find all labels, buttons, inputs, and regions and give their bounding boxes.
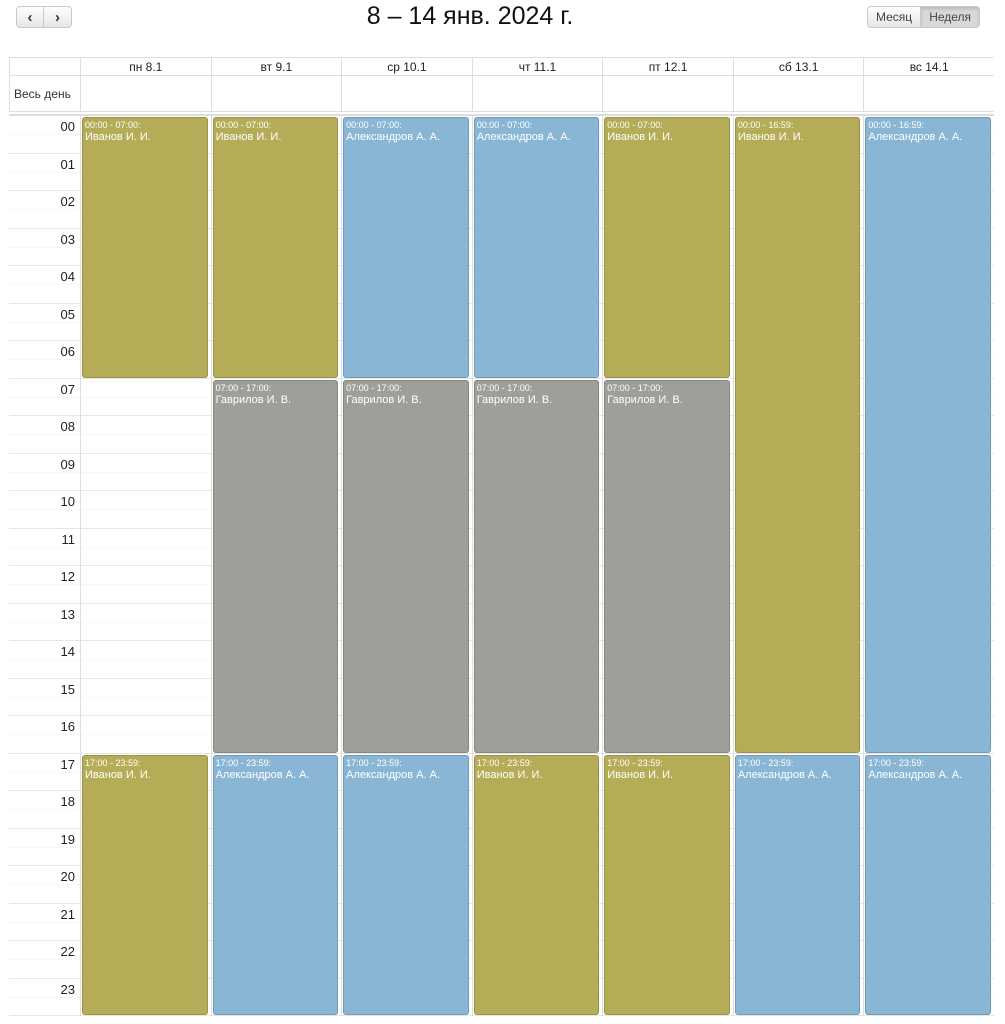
calendar-event[interactable] bbox=[343, 117, 469, 378]
hour-label: 19 bbox=[60, 831, 75, 847]
day-header: вт 9.1 bbox=[211, 58, 342, 75]
event-time: 00:00 - 07:00: bbox=[607, 120, 663, 130]
all-day-cell[interactable] bbox=[211, 76, 342, 111]
hour-label: 04 bbox=[60, 269, 75, 284]
all-day-cell[interactable] bbox=[80, 76, 211, 111]
day-header: пн 8.1 bbox=[80, 58, 211, 75]
all-day-label: Весь день bbox=[9, 76, 80, 111]
hour-label: 14 bbox=[60, 644, 75, 659]
event-time: 17:00 - 23:59: bbox=[346, 757, 402, 768]
event-time: 00:00 - 07:00: bbox=[85, 120, 141, 130]
calendar-event[interactable] bbox=[604, 117, 730, 378]
hour-label: 00 bbox=[60, 119, 75, 134]
event-time: 00:00 - 16:59: bbox=[737, 120, 794, 130]
calendar-event[interactable] bbox=[474, 380, 600, 753]
event-time: 17:00 - 23:59: bbox=[868, 757, 924, 768]
chevron-right-icon: › bbox=[55, 8, 60, 26]
calendar-event[interactable] bbox=[735, 117, 861, 753]
calendar-event[interactable] bbox=[865, 117, 991, 753]
hour-label: 09 bbox=[60, 456, 75, 472]
hour-label: 08 bbox=[60, 419, 75, 434]
calendar-event[interactable] bbox=[213, 755, 339, 1016]
week-view-button[interactable]: Неделя bbox=[921, 6, 980, 28]
event-title: Гаврилов И. В. bbox=[476, 393, 553, 406]
hour-label: 06 bbox=[60, 344, 75, 359]
all-day-cell[interactable] bbox=[602, 76, 733, 111]
hour-label: 02 bbox=[60, 194, 75, 209]
day-header: пт 12.1 bbox=[602, 58, 733, 75]
all-day-row bbox=[9, 76, 994, 112]
event-time: 17:00 - 23:59: bbox=[607, 757, 663, 768]
all-day-cell[interactable] bbox=[341, 76, 472, 111]
calendar-event[interactable] bbox=[474, 755, 600, 1016]
calendar-event[interactable] bbox=[213, 380, 339, 753]
all-day-cell[interactable] bbox=[863, 76, 994, 111]
event-time: 07:00 - 17:00: bbox=[476, 382, 533, 393]
hour-label: 01 bbox=[60, 156, 75, 172]
hour-label: 03 bbox=[60, 231, 75, 247]
event-time: 17:00 - 23:59: bbox=[85, 757, 141, 768]
event-title: Александров А. А. bbox=[346, 768, 441, 781]
event-title: Иванов И. И. bbox=[476, 768, 543, 781]
hour-label: 18 bbox=[60, 794, 75, 809]
hour-label: 22 bbox=[60, 944, 75, 959]
event-title: Иванов И. И. bbox=[737, 131, 804, 143]
hour-label: 05 bbox=[60, 306, 75, 322]
event-title: Иванов И. И. bbox=[215, 131, 282, 143]
event-title: Иванов И. И. bbox=[607, 768, 674, 781]
hour-label: 23 bbox=[60, 981, 75, 997]
all-day-cell[interactable] bbox=[733, 76, 864, 111]
calendar-event[interactable] bbox=[474, 117, 600, 378]
event-title: Иванов И. И. bbox=[85, 768, 151, 781]
hour-label: 07 bbox=[60, 381, 75, 397]
hour-label: 17 bbox=[60, 756, 75, 772]
view-switcher bbox=[867, 6, 980, 28]
calendar-event[interactable] bbox=[604, 755, 730, 1016]
month-view-button[interactable]: Месяц bbox=[867, 6, 921, 28]
hour-label: 15 bbox=[60, 681, 75, 697]
event-title: Александров А. А. bbox=[737, 768, 832, 781]
hour-label: 13 bbox=[60, 606, 75, 622]
day-header: вс 14.1 bbox=[863, 58, 994, 75]
event-time: 00:00 - 16:59: bbox=[868, 120, 924, 130]
calendar-event[interactable] bbox=[213, 117, 339, 378]
event-title: Иванов И. И. bbox=[85, 131, 151, 143]
event-title: Гаврилов И. В. bbox=[607, 393, 683, 406]
event-title: Гаврилов И. В. bbox=[215, 393, 292, 406]
event-time: 00:00 - 07:00: bbox=[346, 120, 402, 130]
calendar-event[interactable] bbox=[343, 380, 469, 753]
event-title: Александров А. А. bbox=[476, 131, 571, 143]
all-day-cell[interactable] bbox=[472, 76, 603, 111]
calendar-event[interactable] bbox=[604, 380, 730, 753]
event-title: Гаврилов И. В. bbox=[346, 393, 422, 406]
hour-label: 11 bbox=[61, 531, 75, 547]
hour-label: 16 bbox=[60, 719, 75, 734]
calendar-event[interactable] bbox=[735, 755, 861, 1016]
event-title: Александров А. А. bbox=[215, 768, 310, 781]
event-title: Александров А. А. bbox=[346, 131, 441, 143]
day-header: сб 13.1 bbox=[733, 58, 864, 75]
event-title: Александров А. А. bbox=[868, 131, 963, 143]
calendar-event[interactable] bbox=[865, 755, 991, 1016]
event-time: 07:00 - 17:00: bbox=[607, 382, 663, 393]
hour-label: 21 bbox=[60, 906, 75, 922]
week-grid bbox=[9, 57, 994, 1017]
header-axis-cell bbox=[9, 58, 80, 75]
chevron-left-icon: ‹ bbox=[27, 8, 33, 26]
hour-label: 10 bbox=[60, 494, 75, 509]
event-time: 07:00 - 17:00: bbox=[215, 382, 272, 393]
hour-label: 12 bbox=[60, 569, 75, 584]
event-time: 00:00 - 07:00: bbox=[476, 120, 533, 130]
calendar-event[interactable] bbox=[82, 117, 208, 378]
event-time: 00:00 - 07:00: bbox=[215, 120, 272, 130]
event-time: 17:00 - 23:59: bbox=[737, 757, 794, 768]
calendar-event[interactable] bbox=[343, 755, 469, 1016]
event-time: 07:00 - 17:00: bbox=[346, 382, 402, 393]
day-header-row bbox=[9, 57, 994, 76]
event-title: Иванов И. И. bbox=[607, 131, 674, 143]
event-time: 17:00 - 23:59: bbox=[215, 757, 272, 768]
event-time: 17:00 - 23:59: bbox=[476, 757, 533, 768]
calendar-event[interactable] bbox=[82, 755, 208, 1016]
day-header: ср 10.1 bbox=[341, 58, 472, 75]
time-grid bbox=[9, 114, 994, 1016]
day-header: чт 11.1 bbox=[472, 58, 603, 75]
calendar-title: 8 – 14 янв. 2024 г. bbox=[366, 2, 574, 30]
hour-label: 20 bbox=[60, 869, 75, 884]
event-title: Александров А. А. bbox=[868, 768, 963, 781]
